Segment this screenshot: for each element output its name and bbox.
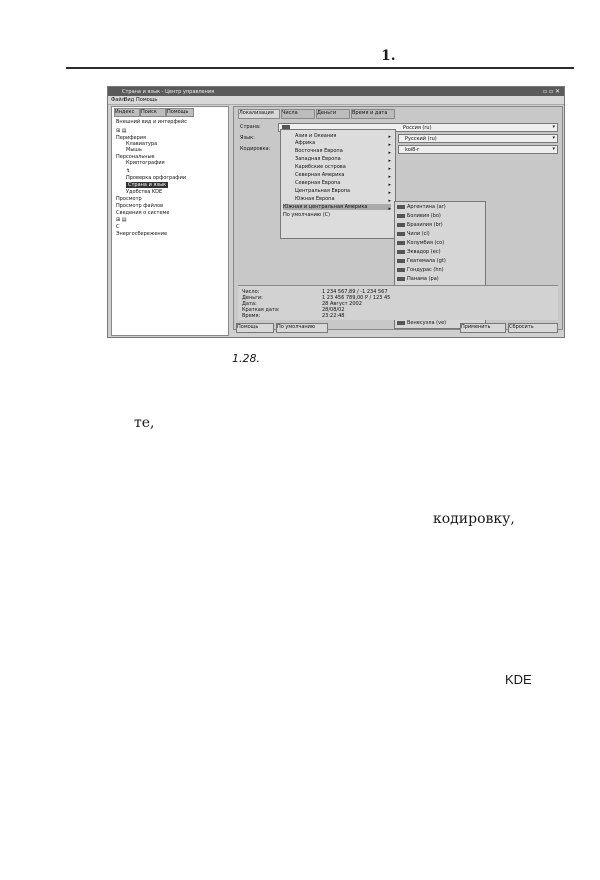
region-menu: [280, 129, 396, 239]
flag-icon: [397, 214, 405, 218]
tab-localization[interactable]: Локализация: [238, 109, 280, 119]
body-text-fragment: те,: [134, 415, 155, 431]
tree-item[interactable]: Клавиатура: [126, 141, 158, 147]
region-item-selected[interactable]: Южная и центральная Америка: [283, 204, 391, 210]
region-item[interactable]: Южная Европа: [295, 196, 335, 202]
region-item[interactable]: Восточная Европа: [295, 148, 343, 154]
window-title: Страна и язык - Центр управления: [122, 89, 215, 95]
tree-item[interactable]: Криптография: [126, 160, 165, 166]
tree-item[interactable]: Удобства KDE: [126, 189, 163, 195]
flag-icon: [397, 277, 405, 281]
figure-screenshot: [107, 86, 565, 338]
tree-item[interactable]: Персональные: [116, 154, 155, 160]
country-item[interactable]: Эквадор (ec): [397, 249, 441, 255]
tree-item[interactable]: Внешний вид и интерфейс: [116, 119, 187, 125]
figure-caption: 1.28.: [232, 352, 260, 365]
menu-view[interactable]: Вид: [124, 97, 135, 103]
apply-button[interactable]: Применить: [460, 323, 506, 333]
region-item[interactable]: Азия и Океания: [295, 133, 337, 139]
flag-icon: [397, 268, 405, 272]
tree-item[interactable]: ↯: [126, 168, 131, 174]
menu-help[interactable]: Помощь: [136, 97, 158, 103]
tab-money[interactable]: Деньги: [316, 109, 350, 119]
page-header-number: 1.: [381, 48, 396, 64]
tree-item[interactable]: С: [116, 224, 120, 230]
country-item[interactable]: Гватемала (gt): [397, 258, 446, 264]
tree-item[interactable]: Периферия: [116, 135, 147, 141]
header-rule: [66, 67, 574, 69]
tree-item[interactable]: ⊞ ▤: [116, 217, 127, 223]
help-button[interactable]: Помощь: [236, 323, 274, 333]
tab-index[interactable]: Индекс: [114, 108, 140, 117]
country-item[interactable]: Аргентина (ar): [397, 204, 446, 210]
menu-file[interactable]: Файл: [111, 97, 125, 103]
chevron-down-icon: ▾: [552, 124, 555, 130]
country-item[interactable]: Колумбия (co): [397, 240, 444, 246]
language-label: Язык:: [240, 135, 255, 141]
reset-button[interactable]: Сбросить: [508, 323, 558, 333]
menubar: [108, 96, 564, 105]
tree-item[interactable]: Мышь: [126, 147, 142, 153]
tab-search[interactable]: Поиск: [140, 108, 166, 117]
country-item[interactable]: Венесуэла (ve): [397, 320, 446, 326]
region-item[interactable]: Африка: [295, 140, 316, 146]
country-item[interactable]: Панама (pa): [397, 276, 439, 282]
body-text-fragment: KDE: [505, 672, 532, 687]
tree-item[interactable]: Просмотр файлов: [116, 203, 164, 209]
flag-icon: [397, 205, 405, 209]
tab-datetime[interactable]: Время и дата: [351, 109, 395, 119]
window-titlebar: [108, 87, 564, 96]
default-button[interactable]: По умолчанию: [276, 323, 328, 333]
window-controls-icon[interactable]: ▫ ▫ ✕: [543, 88, 560, 95]
flag-icon: [397, 259, 405, 263]
tree-item[interactable]: Просмотр: [116, 196, 142, 202]
encoding-label: Кодировка:: [240, 146, 271, 152]
country-select[interactable]: Россия (ru) ▾: [278, 123, 558, 132]
region-item[interactable]: Западная Европа: [295, 156, 341, 162]
flag-icon: [397, 250, 405, 254]
left-panel: [111, 106, 229, 336]
right-panel: [233, 106, 563, 330]
summary-values: 1 234 567,89 / -1 234 567 1 23 456 789,00 Р / 123 45 28 Август 2002 28/08/02 23:22:48: [322, 289, 391, 319]
country-item[interactable]: Чили (cl): [397, 231, 430, 237]
body-text-fragment: кодировку,: [433, 511, 515, 527]
submenu-arrows: ▸ ▸ ▸ ▸ ▸ ▸ ▸ ▸ ▸ ▸: [388, 134, 391, 212]
region-item-default[interactable]: По умолчанию (C): [283, 212, 331, 218]
tree-item-selected[interactable]: Страна и язык: [128, 182, 167, 188]
country-item[interactable]: Бразилия (br): [397, 222, 443, 228]
tree-item[interactable]: Проверка орфографии: [126, 175, 187, 181]
country-item[interactable]: Гондурас (hn): [397, 267, 444, 273]
country-item[interactable]: Боливия (bo): [397, 213, 441, 219]
summary-panel: [238, 285, 558, 320]
tab-help[interactable]: Помощь: [166, 108, 194, 117]
flag-icon: [397, 241, 405, 245]
flag-icon: [397, 321, 405, 325]
tree-item[interactable]: ⊞ ▤: [116, 128, 127, 134]
flag-icon: [397, 232, 405, 236]
country-label: Страна:: [240, 124, 261, 130]
region-item[interactable]: Центральная Европа: [295, 188, 351, 194]
chevron-down-icon: ▾: [552, 146, 555, 152]
region-item[interactable]: Карибские острова: [295, 164, 346, 170]
flag-icon: [397, 223, 405, 227]
encoding-select[interactable]: koi8-r ▾: [398, 145, 558, 154]
summary-labels: Число: Деньги: Дата: Краткая дата: Время:: [242, 289, 280, 319]
chevron-down-icon: ▾: [552, 135, 555, 141]
tree-item[interactable]: Энергосбережение: [116, 231, 168, 237]
region-item[interactable]: Северная Америка: [295, 172, 345, 178]
language-select[interactable]: Русский (ru) ▾: [398, 134, 558, 143]
region-item[interactable]: Северная Европа: [295, 180, 341, 186]
tab-numbers[interactable]: Числа: [281, 109, 315, 119]
tree-item[interactable]: Сведения о системе: [116, 210, 170, 216]
